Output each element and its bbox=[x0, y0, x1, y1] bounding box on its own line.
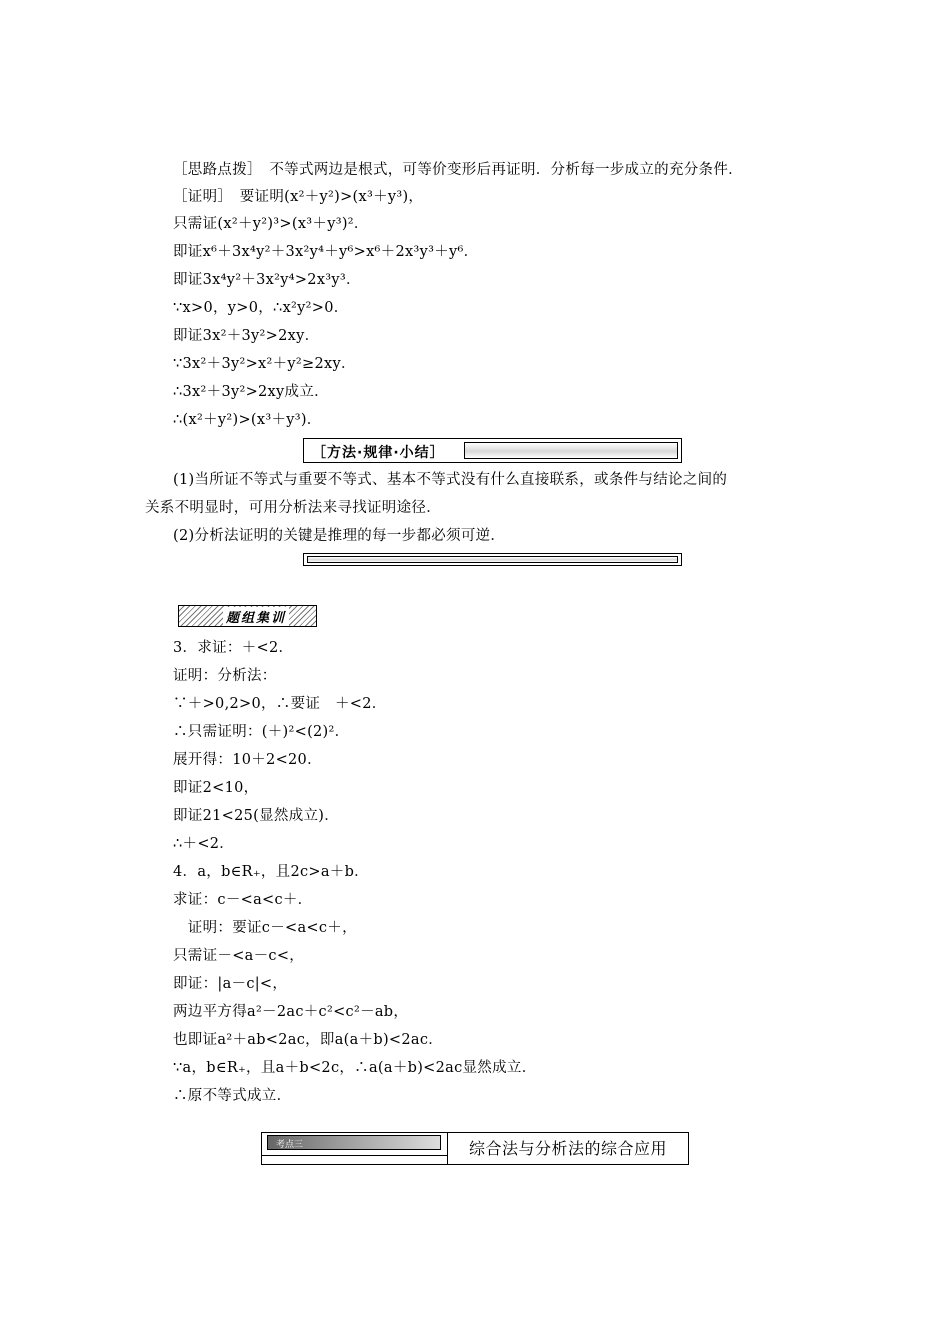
method-summary-bar-fill bbox=[464, 442, 678, 459]
ex3-line-6: 即证21<25(显然成立)． bbox=[173, 808, 340, 824]
ex3-line-4: 展开得：10＋2<20． bbox=[173, 752, 322, 768]
proof-line-1 bbox=[173, 187, 423, 207]
proof-line-2: 只需证(x²＋y²)³>(x³＋y³)²． bbox=[173, 216, 369, 232]
ex4-line-1: 求证：c－<a<c＋． bbox=[173, 892, 313, 908]
proof-line-7: ∵3x²＋3y²>x²＋y²≥2xy． bbox=[173, 356, 356, 372]
ex4-line-6: 也即证a²＋ab<2ac，即a(a＋b)<2ac． bbox=[173, 1032, 444, 1048]
proof-line-8: ∴3x²＋3y²>2xy成立． bbox=[173, 384, 329, 400]
proof-line-9 bbox=[173, 410, 322, 430]
proof-line-9-b: (x³＋y³)． bbox=[250, 412, 322, 428]
group-exercise-box bbox=[178, 605, 317, 627]
proof-line-5: ∵x>0，y>0，∴x²y²>0． bbox=[173, 300, 349, 316]
method-summary-footer-bar bbox=[303, 553, 682, 566]
ex4-line-0: 4．a，b∈R₊，且2c>a＋b． bbox=[173, 864, 369, 880]
group-exercise-title: 题组集训 bbox=[223, 607, 289, 626]
proof-line-4: 即证3x⁴y²＋3x²y⁴>2x³y³． bbox=[173, 272, 361, 288]
ex4-line-3: 只需证－<a－c<， bbox=[173, 948, 305, 964]
proof-line-6: 即证3x²＋3y²>2xy． bbox=[173, 328, 320, 344]
method-paragraph-1a: (1)当所证不等式与重要不等式、基本不等式没有什么直接联系，或条件与结论之间的 bbox=[173, 472, 728, 488]
method-paragraph-2: (2)分析法证明的关键是推理的每一步都必须可逆． bbox=[173, 528, 506, 544]
ex4-line-4: 即证：|a－c|<， bbox=[173, 976, 288, 992]
method-paragraph-1b: 关系不明显时，可用分析法来寻找证明途径． bbox=[145, 500, 441, 516]
ex4-line-2: 证明：要证c－<a<c＋， bbox=[173, 920, 357, 936]
hint-line: ［思路点拨］ 不等式两边是根式，可等价变形后再证明．分析每一步成立的充分条件． bbox=[173, 162, 743, 178]
root-sign-2: > bbox=[238, 412, 251, 428]
kaodian-tag-bar bbox=[267, 1135, 441, 1150]
kaodian-underline bbox=[262, 1155, 447, 1156]
ex4-line-8: ∴原不等式成立． bbox=[173, 1088, 292, 1104]
proof-line-1-a: ［证明］ 要证明(x²＋y²) bbox=[173, 189, 341, 205]
root-sign: > bbox=[340, 189, 353, 205]
proof-line-3: 即证x⁶＋3x⁴y²＋3x²y⁴＋y⁶>x⁶＋2x³y³＋y⁶． bbox=[173, 244, 479, 260]
kaodian-tag: 考点三 bbox=[276, 1140, 304, 1150]
ex3-line-3: ∴只需证明：(＋)²<(2)²． bbox=[173, 724, 350, 740]
method-summary-title: ［方法·规律·小结］ bbox=[312, 445, 445, 461]
ex3-line-7: ∴＋<2． bbox=[173, 836, 235, 852]
method-summary-footer-fill bbox=[307, 556, 678, 563]
ex3-line-2: ∵＋>0,2>0，∴要证 ＋<2． bbox=[173, 696, 387, 712]
ex3-line-0: 3．求证：＋<2． bbox=[173, 640, 294, 656]
proof-line-9-a: ∴(x²＋y²) bbox=[173, 412, 239, 428]
kaodian-header bbox=[261, 1132, 689, 1165]
ex4-line-5: 两边平方得a²－2ac＋c²<c²－ab， bbox=[173, 1004, 409, 1020]
kaodian-title: 综合法与分析法的综合应用 bbox=[469, 1139, 668, 1158]
proof-line-1-b: (x³＋y³)， bbox=[352, 189, 424, 205]
kaodian-divider bbox=[447, 1133, 448, 1164]
ex3-line-5: 即证2<10， bbox=[173, 780, 259, 796]
method-summary-bar bbox=[303, 438, 682, 463]
ex3-line-1: 证明：分析法： bbox=[173, 668, 277, 684]
ex4-line-7: ∵a，b∈R₊，且a＋b<2c，∴a(a＋b)<2ac显然成立． bbox=[173, 1060, 537, 1076]
